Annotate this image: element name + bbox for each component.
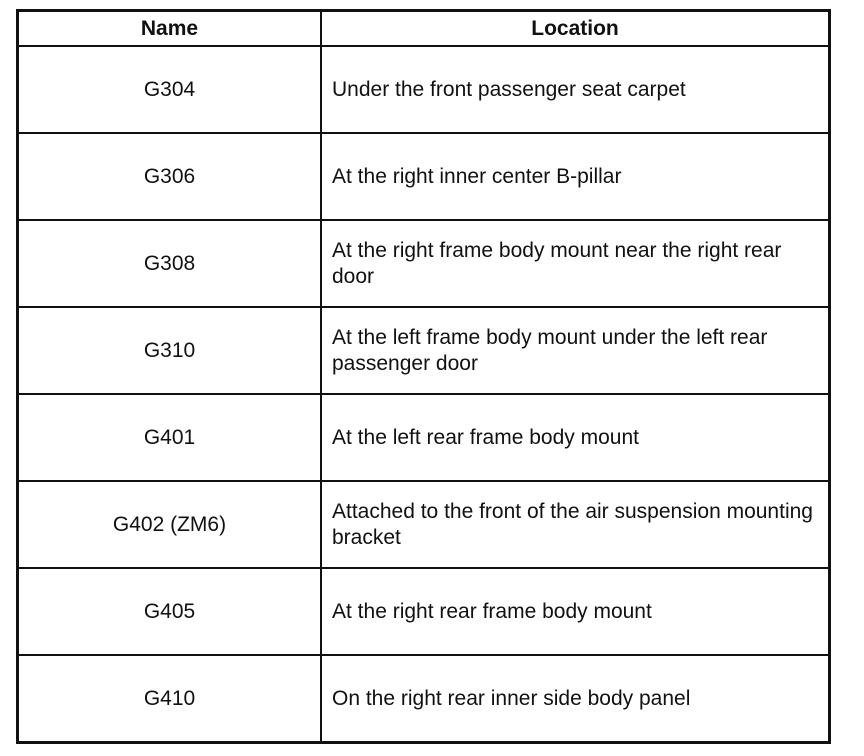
ground-location-cell: At the right inner center B-pillar <box>321 133 828 220</box>
table <box>19 12 828 742</box>
ground-location-cell: At the right rear frame body mount <box>321 568 828 655</box>
table-row <box>19 568 828 655</box>
ground-name-cell: G405 <box>19 568 321 655</box>
table-row <box>19 307 828 394</box>
ground-name-cell: G401 <box>19 394 321 481</box>
ground-location-cell: Under the front passenger seat carpet <box>321 46 828 133</box>
ground-name-cell: G410 <box>19 655 321 742</box>
table-row <box>19 394 828 481</box>
column-header-name: Name <box>19 12 321 46</box>
ground-location-cell: On the right rear inner side body panel <box>321 655 828 742</box>
ground-location-cell: At the left rear frame body mount <box>321 394 828 481</box>
table-row <box>19 46 828 133</box>
ground-location-cell: Attached to the front of the air suspension mounting bracket <box>321 481 828 568</box>
table-body <box>19 46 828 742</box>
ground-location-cell: At the right frame body mount near the right rear door <box>321 220 828 307</box>
ground-name-cell: G308 <box>19 220 321 307</box>
ground-location-table <box>16 9 831 744</box>
table-row <box>19 655 828 742</box>
table-row <box>19 481 828 568</box>
table-header <box>19 12 828 46</box>
header-row <box>19 12 828 46</box>
ground-name-cell: G304 <box>19 46 321 133</box>
table-row <box>19 220 828 307</box>
ground-location-cell: At the left frame body mount under the left rear passenger door <box>321 307 828 394</box>
ground-name-cell: G402 (ZM6) <box>19 481 321 568</box>
table-row <box>19 133 828 220</box>
ground-name-cell: G306 <box>19 133 321 220</box>
ground-name-cell: G310 <box>19 307 321 394</box>
column-header-location: Location <box>321 12 828 46</box>
